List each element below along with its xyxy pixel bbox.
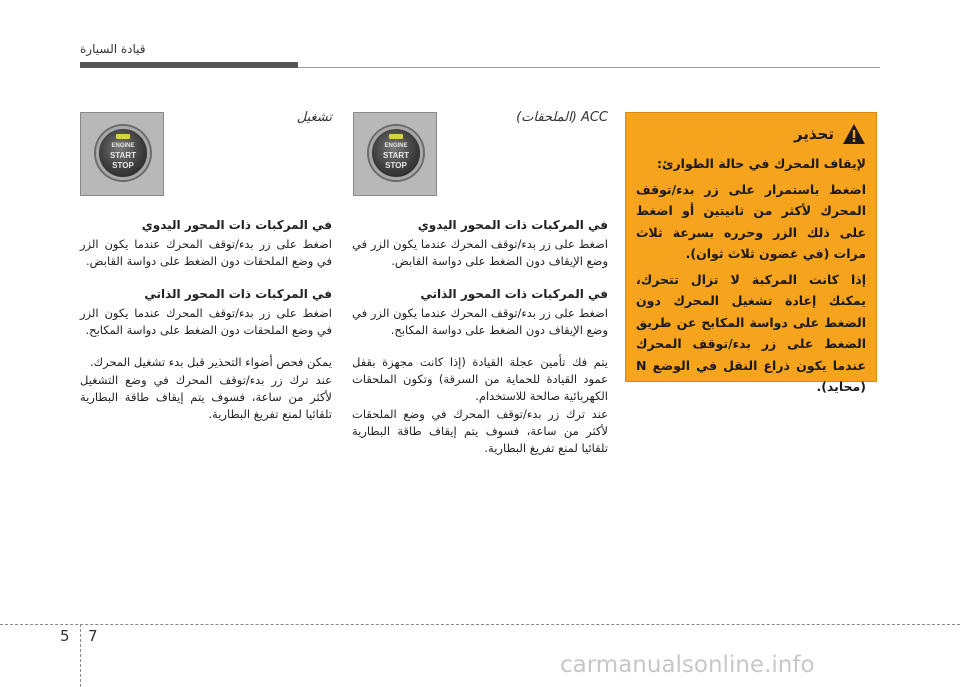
on-auto-heading: في المركبات ذات المحور الذاتي: [144, 287, 332, 301]
footer-rule: [0, 624, 960, 625]
button-label-stop: STOP: [385, 161, 407, 170]
button-label-start: START: [382, 151, 410, 160]
indicator-lamp: [116, 134, 130, 139]
on-manual-text: اضغط على زر بدء/توقف المحرك عندما يكون الزر في وضع الملحقات دون الضغط على دواسة القابض.: [80, 237, 332, 268]
acc-heading: ACC (الملحقات): [516, 110, 608, 125]
button-label-stop: STOP: [112, 161, 134, 170]
button-label-engine: ENGINE: [111, 143, 135, 149]
acc-manual-text: اضغط على زر بدء/توقف المحرك عندما يكون الزر في وضع الإيقاف دون الضغط على دواسة القابض.: [352, 237, 608, 268]
on-heading: تشغيل: [296, 110, 332, 125]
footer-divider: [80, 624, 81, 687]
warning-title-row: [794, 123, 866, 145]
page-number-section: 5: [60, 627, 70, 645]
on-battery-note: عند ترك زر بدء/توقف المحرك في وضع التشغيل لأكثر من ساعة، فسوف يتم إيقاف طاقة البطارية تلقائيا لمنع تفريغ البطارية.: [80, 373, 332, 421]
watermark: carmanualsonline.info: [560, 652, 815, 678]
acc-auto-heading: في المركبات ذات المحور الذاتي: [420, 287, 608, 301]
warning-line: لإيقاف المحرك في حالة الطوارئ:: [657, 156, 866, 171]
button-label-start: START: [109, 151, 137, 160]
warning-line: اضغط باستمرار على زر بدء/توقف المحرك لأكثر من ثانيتين أو اضغط على ذلك الزر وحرره بسرعة ثلاث مرات (في غضون ثلاث ثوان).: [636, 181, 866, 261]
warning-box: [625, 112, 877, 394]
acc-battery-note: عند ترك زر بدء/توقف المحرك في وضع الملحقات لأكثر من ساعة، فسوف يتم إيقاف طاقة البطارية تلقائيا لمنع تفريغ البطارية.: [352, 407, 608, 455]
header-title: قيادة السيارة: [80, 42, 146, 56]
warning-body: [636, 153, 866, 402]
acc-steering-note: يتم فك تأمين عجلة القيادة (إذا كانت مجهزة بقفل عمود القيادة للحماية من السرقة) وتكون الملحقات الكهربائية صالحة للاستخدام.: [352, 355, 608, 403]
engine-start-button-photo: [353, 112, 437, 196]
acc-manual-heading: في المركبات ذات المحور اليدوي: [417, 218, 608, 232]
on-auto-text: اضغط على زر بدء/توقف المحرك عندما يكون الزر في وضع الملحقات دون الضغط على دواسة المكابح.: [80, 306, 332, 337]
indicator-lamp: [389, 134, 403, 139]
page-number: 7: [88, 627, 98, 645]
warning-triangle-icon: [842, 123, 866, 145]
warning-title: تحذير: [793, 125, 834, 143]
on-manual-heading: في المركبات ذات المحور اليدوي: [141, 218, 332, 232]
on-warning-lights-note: يمكن فحص أضواء التحذير قبل بدء تشغيل المحرك.: [90, 355, 332, 369]
acc-auto-text: اضغط على زر بدء/توقف المحرك عندما يكون الزر في وضع الإيقاف دون الضغط على دواسة المكابح.: [352, 306, 608, 337]
button-label-engine: ENGINE: [384, 143, 408, 149]
engine-start-button-photo: [80, 112, 164, 196]
warning-line: إذا كانت المركبة لا تزال تتحرك، يمكنك إعادة تشغيل المحرك دون الضغط على دواسة المكابح عن طريق الضغط على زر بدء/توقف المحرك عندما يكون ذراع النقل في الوضع N (محايد).: [636, 271, 866, 394]
header-rule-accent: [80, 62, 298, 68]
